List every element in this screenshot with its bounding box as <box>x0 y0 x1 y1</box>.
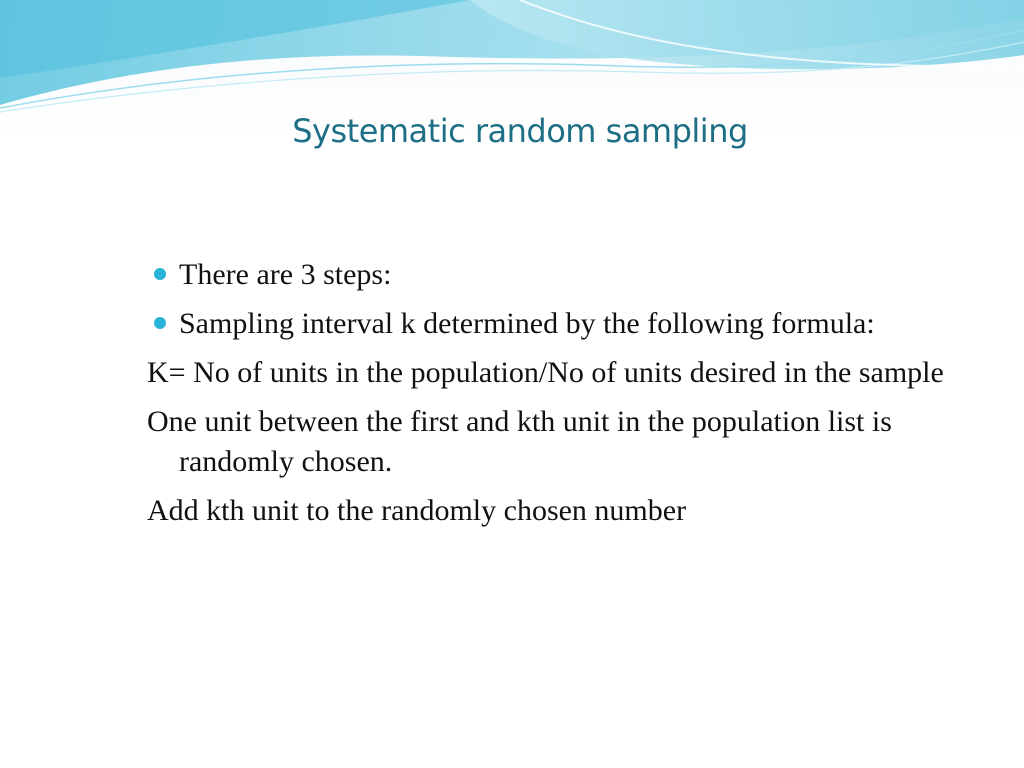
bullet-item <box>147 304 977 344</box>
bullet-text: Sampling interval k determined by the following formula: <box>179 307 875 340</box>
step-paragraph: Add kth unit to the randomly chosen number <box>147 494 687 527</box>
slide-content <box>147 255 977 540</box>
wave-header-decoration <box>0 0 1024 120</box>
slide-title: Systematic random sampling <box>292 112 748 150</box>
formula-paragraph: K= No of units in the population/No of units desired in the sample <box>147 356 944 389</box>
bullet-dot-icon <box>154 317 166 329</box>
bullet-item <box>147 255 977 295</box>
step-paragraph: One unit between the first and kth unit in the population list is randomly chosen. <box>147 405 892 478</box>
bullet-text: There are 3 steps: <box>179 258 392 291</box>
bullet-dot-icon <box>154 268 166 280</box>
